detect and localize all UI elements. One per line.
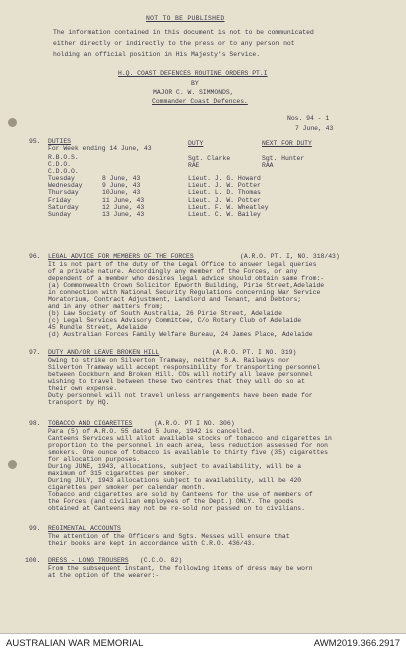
- table-row: [48, 197, 269, 204]
- roster-officer: Lieut. C. W. Bailey: [188, 211, 261, 219]
- text-line: and in any other matters from;: [48, 303, 164, 310]
- roster-day: Friday: [48, 196, 72, 204]
- notice-line-3: holding an official position in His Majesty's Service.: [53, 51, 261, 58]
- roster-date: 10June, 43: [102, 189, 141, 197]
- section-98-ref: (A.R.O. PT I NO. 306): [154, 420, 235, 427]
- section-99-number: 99.: [29, 525, 41, 532]
- roster-officer: Lieut. J. W. Potter: [188, 182, 261, 190]
- roster-officer: Lieut. L. D. Thomas: [188, 189, 261, 197]
- roster-date: 9 June, 43: [102, 182, 141, 190]
- order-numbers: Nos. 94 - 1: [287, 115, 330, 122]
- role-cdoo: C.D.O.O.: [48, 168, 79, 175]
- role-rbos: R.B.O.S.: [48, 154, 79, 161]
- text-line: Tobacco and cigarettes are sold by Canteens for the use of members of: [48, 491, 313, 498]
- text-line: During JULY, 1943 allocations subject to availability, will be 420: [48, 477, 302, 484]
- text-line: (b) Law Society of South Australia, 26 Pirie Street, Adelaide: [48, 310, 282, 317]
- archive-footer: [0, 633, 406, 653]
- section-100-ref: (C.C.O. 82): [140, 557, 183, 564]
- text-line: the Forces (and civilian employees of the Dept.) ONLY. The goods: [48, 498, 294, 505]
- text-line: for allocation purposes.: [48, 456, 141, 463]
- text-line: dependent of a member who desires legal advice should obtain same from:-: [48, 275, 325, 282]
- text-line: It is not part of the duty of the Legal Office to answer legal queries: [48, 261, 317, 268]
- roster-day: Sunday: [48, 211, 72, 219]
- punch-hole-bottom: [8, 460, 17, 469]
- section-100-title: DRESS - LONG TROUSERS: [48, 557, 129, 564]
- roster-date: 8 June, 43: [102, 175, 141, 182]
- section-98-title: TOBACCO AND CIGARETTES: [48, 420, 133, 427]
- text-line: proportion to the personnel in each area, less reduction assessed for non: [48, 442, 328, 449]
- roster-day: Wednesday: [48, 182, 83, 190]
- roster-date: 11 June, 43: [102, 196, 145, 204]
- text-line: (d) Australian Forces Family Welfare Bureau, 24 James Place, Adelaide: [48, 331, 313, 338]
- text-line: smokers. One ounce of tobacco is available to thirty five (35) cigarettes: [48, 449, 328, 456]
- section-97-ref: (A.R.O. PT. I NO. 319): [212, 349, 297, 356]
- section-98-number: 98.: [29, 420, 41, 427]
- roster-officer: Lieut. F. W. Wheatley: [188, 203, 269, 211]
- text-line: Owing to strike on Silverton Tramway, neither S.A. Railways nor: [48, 357, 290, 364]
- roster-day: Saturday: [48, 203, 79, 211]
- roster-day: Thursday: [48, 189, 79, 197]
- section-96-ref: (A.R.O. PT. I, NO. 318/43): [240, 253, 340, 260]
- next-duty-column-header: NEXT FOR DUTY: [262, 140, 312, 147]
- table-row: [48, 211, 269, 218]
- section-99-title: REGIMENTAL ACCOUNTS: [48, 525, 121, 532]
- text-line: (a) Commonwealth Crown Solicitor Epworth Building, Pirie Street,Adelaide: [48, 282, 325, 289]
- text-line: maximum of 315 cigarettes per smoker.: [48, 470, 190, 477]
- by-label: BY: [191, 80, 199, 87]
- text-line: in connection with National Security Regulations concerning War Service: [48, 289, 321, 296]
- text-line: Para (5) of A.R.O. 55 dated 5 June, 1942 is cancelled.: [48, 428, 256, 435]
- roster-officer: Lieut. J. G. Howard: [188, 175, 261, 182]
- text-line: From the subsequent instant, the following items of dress may be worn: [48, 565, 313, 572]
- roster-officer: Lieut. J. W. Potter: [188, 196, 261, 204]
- text-line: (c) Legal Services Advisory Committee, C/o Rotary Club of Adelaide: [48, 317, 302, 324]
- footer-accession-number: AWM2019.366.2917: [313, 638, 400, 649]
- text-line: Duty personnel will not travel unless arrangements have been made for: [48, 392, 313, 399]
- sgt-next-unit: RAA: [262, 162, 274, 169]
- text-line: The attention of the Officers and Sgts. Messes will ensure that: [48, 533, 290, 540]
- section-95-title: DUTIES: [48, 138, 72, 145]
- table-row: [48, 182, 269, 189]
- text-line: wishing to travel between these two centres that they will do so at: [48, 378, 305, 385]
- sgt-next: Sgt. Hunter: [262, 155, 305, 162]
- text-line: their books are kept in accordance with C.R.O. 436/43.: [48, 540, 256, 547]
- text-line: at the option of the wearer:-: [48, 572, 160, 579]
- duty-roster-table: [48, 175, 269, 218]
- text-line: their own expense.: [48, 385, 118, 392]
- text-line: cigarettes per smoker per calendar month.: [48, 484, 206, 491]
- section-96-number: 96.: [29, 253, 41, 260]
- section-100-number: 100.: [25, 557, 41, 564]
- table-row: [48, 189, 269, 196]
- text-line: Canteens Services will allot available stocks of tobacco and cigarettes in: [48, 435, 332, 442]
- section-95-week: For Week ending 14 June, 43: [48, 145, 152, 152]
- table-row: [48, 204, 269, 211]
- text-line: between Cockburn and Broken Hill. COs will notify all leave personnel: [48, 371, 313, 378]
- commander-role: Commander Coast Defences.: [152, 98, 248, 105]
- order-date: 7 June, 43: [295, 125, 334, 132]
- notice-line-1: The information contained in this document is not to be communicated: [53, 29, 314, 36]
- section-96-title: LEGAL ADVICE FOR MEMBERS OF THE FORCES: [48, 253, 194, 260]
- sgt-duty: Sgt. Clarke: [188, 155, 231, 162]
- section-97-number: 97.: [29, 349, 41, 356]
- text-line: obtained at Canteens may not be re-sold nor passed on to civilians.: [48, 505, 305, 512]
- footer-source: AUSTRALIAN WAR MEMORIAL: [6, 638, 144, 649]
- duty-column-header: DUTY: [188, 140, 204, 147]
- text-line: of a private nature. Accordingly any member of the Forces, or any: [48, 268, 298, 275]
- text-line: During JUNE, 1943, allocations, subject to availability, will be a: [48, 463, 302, 470]
- commander-name: MAJOR C. W. SIMMONDS,: [153, 89, 234, 96]
- section-95-number: 95.: [29, 138, 41, 145]
- classification-heading: NOT TO BE PUBLISHED: [146, 15, 225, 22]
- roster-date: 12 June, 43: [102, 203, 145, 211]
- text-line: Moratorium, Contract Adjustment, Landlord and Tenant, and Debtors;: [48, 296, 302, 303]
- text-line: 45 Rundle Street, Adelaide: [48, 324, 148, 331]
- roster-date: 13 June, 43: [102, 211, 145, 219]
- table-row: [48, 175, 269, 182]
- section-97-title: DUTY AND/OR LEAVE BROKEN HILL: [48, 349, 160, 356]
- orders-title: H.Q. COAST DEFENCES ROUTINE ORDERS PT.I: [118, 70, 268, 77]
- roster-day: Tuesday: [48, 175, 75, 182]
- text-line: Silverton Tramway will accept responsibility for transporting personnel: [48, 364, 321, 371]
- notice-line-2: either directly or indirectly to the press or to any person not: [53, 40, 295, 47]
- role-cdo: C.D.O.: [48, 161, 72, 168]
- text-line: transport by HQ.: [48, 399, 110, 406]
- sgt-duty-unit: RAE: [188, 162, 200, 169]
- punch-hole-top: [8, 118, 17, 127]
